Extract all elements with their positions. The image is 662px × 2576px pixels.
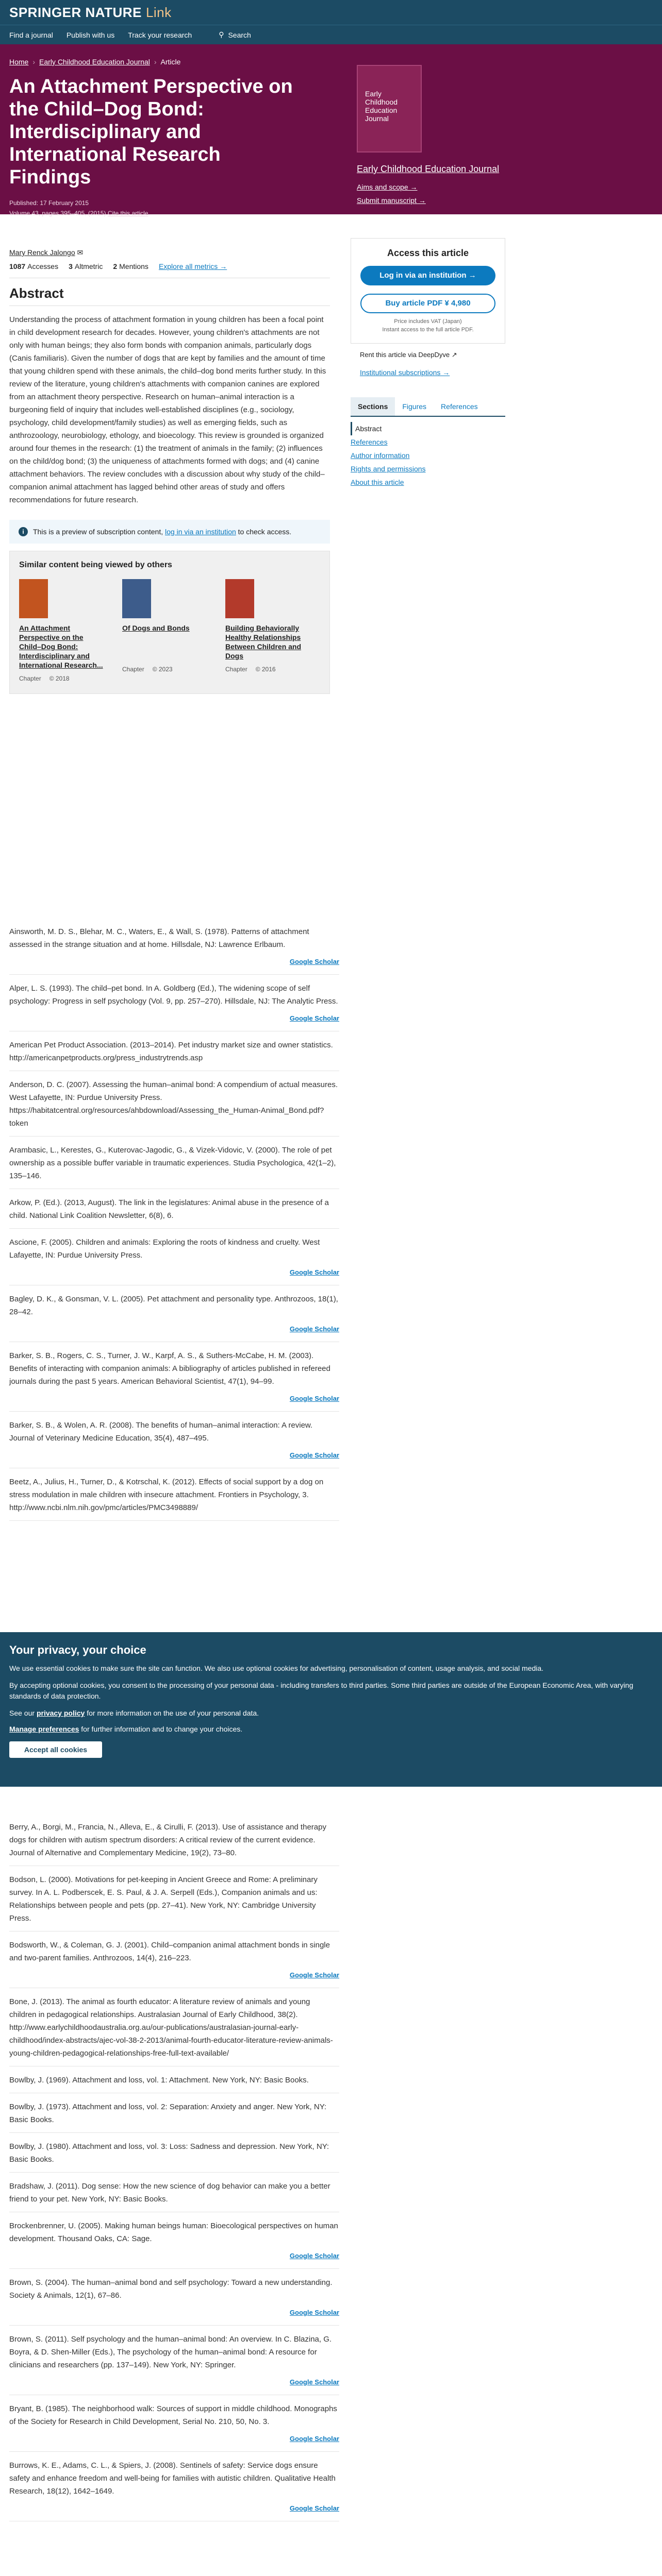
search-label: Search [228, 30, 251, 39]
reference-item [9, 1931, 339, 1988]
breadcrumb-journal[interactable]: Early Childhood Education Journal [39, 58, 150, 66]
reference-item [9, 1189, 339, 1229]
logo-suffix: Link [145, 4, 172, 20]
section-tabs [351, 397, 505, 417]
card-year: © 2016 [255, 666, 276, 673]
search-icon: ⚲ [219, 30, 224, 39]
volume-info: Volume 43, pages 395–405, (2015) [9, 210, 106, 217]
reference-text: Bryant, B. (1985). The neighborhood walk: Sources of support in middle childhood. Monographs of the Society for Research in Child Development, Serial No. 210, 50, No. 3. [9, 2404, 337, 2426]
reference-text: Barker, S. B., & Wolen, A. R. (2008). The benefits of human–animal interaction: A review. Journal of Veterinary Medicine Education, 35(4), 487–495. [9, 1421, 313, 1443]
reference-text: American Pet Product Association. (2013–2014). Pet industry market size and owner statistics. http://americanpetproducts.org/press_industrytrends.asp [9, 1041, 333, 1062]
references-list [9, 918, 339, 1521]
institutional-subscriptions-link[interactable]: Institutional subscriptions → [360, 368, 450, 377]
cookie-text-1: We use essential cookies to make sure the site can function. We also use optional cookies for advertising, personalisation of content, usage analysis, and social media. [9, 1664, 544, 1672]
book-cover-thumbnail [19, 579, 48, 618]
article-meta [9, 198, 653, 218]
reference-text: Bodson, L. (2000). Motivations for pet-keeping in Ancient Greece and Rome: A preliminary survey. In A. L. Podberscek, E. S. Paul, & J. A. Serpell (Eds.), Companion animals and us: Relationships between people and pets (pp. 27–41). New York, NY: Cambridge University Press. [9, 1875, 318, 1923]
abstract-heading: Abstract [9, 285, 330, 306]
institution-login-button[interactable]: Log in via an institution → [360, 266, 495, 285]
breadcrumb-article: Article [160, 58, 181, 66]
reference-text: Bone, J. (2013). The animal as fourth educator: A literature review of animals and young children in pedagogical relationships. Australasian Journal of Early Childhood, 38(2). http://www.earlychildhoodaustralia.org.au/our-publications/australasian-journal-early-childhood/index-abstracts/ajec-vol-38-2-2013/animal-fourth-educator-literature-review-animals-young-children-pedagogical-relationships-free-full-text-available/ [9, 1997, 333, 2058]
similar-card[interactable] [225, 579, 313, 682]
reference-item [9, 1988, 339, 2066]
reference-item [9, 2395, 339, 2452]
reference-item [9, 1342, 339, 1412]
rent-deepdyve[interactable]: Rent this article via DeepDyve ↗ [360, 351, 457, 359]
reference-item [9, 2452, 339, 2521]
book-cover-thumbnail [122, 579, 151, 618]
reference-text: Bowlby, J. (1969). Attachment and loss, vol. 1: Attachment. New York, NY: Basic Books. [9, 2076, 309, 2084]
access-box [351, 238, 505, 344]
reference-text: Berry, A., Borgi, M., Francia, N., Alleva, E., & Cirulli, F. (2013). Use of assistance and therapy dogs for children with autism spectrum disorders: A critical review of the current evidence. Journal of Alternative and Complementary Medicine, 19(2), 73–80. [9, 1823, 326, 1857]
reference-text: Bagley, D. K., & Gonsman, V. L. (2005). Pet attachment and personality type. Anthrozoos, 18(1), 28–42. [9, 1295, 338, 1316]
section-link-about[interactable]: About this article [351, 478, 404, 486]
reference-text: Burrows, K. E., Adams, C. L., & Spiers, J. (2008). Sentinels of safety: Service dogs ensure safety and enhance freedom and well-being for families with autistic children. Qualitative Health Research, 18(12), 1642–1649. [9, 2461, 336, 2496]
preview-suffix: to check access. [238, 528, 292, 536]
sidebar [351, 238, 505, 489]
accept-cookies-button[interactable]: Accept all cookies [9, 1741, 102, 1758]
cite-link[interactable]: Cite this article [107, 210, 148, 217]
similar-content [9, 551, 330, 694]
google-scholar-link[interactable]: Google Scholar [289, 1451, 339, 1459]
springer-logo[interactable] [9, 5, 172, 21]
reference-text: Alper, L. S. (1993). The child–pet bond. In A. Goldberg (Ed.), The widening scope of self psychology: Progress in self psychology (Vol. 9, pp. 257–270). Hillsdale, NJ: The Analytic Press. [9, 984, 338, 1006]
nav-track[interactable]: Track your research [128, 30, 192, 39]
nav-bar [0, 25, 662, 44]
section-links [351, 422, 505, 489]
reference-item [9, 1285, 339, 1342]
reference-text: Bowlby, J. (1980). Attachment and loss, vol. 3: Loss: Sadness and depression. New York, NY: Basic Books. [9, 2142, 329, 2164]
google-scholar-link[interactable]: Google Scholar [289, 2309, 339, 2316]
cookie-text-2: By accepting optional cookies, you consent to the processing of your personal data - including transfers to third parties. Some third parties are outside of the European Economic Area, with varying standards of data protection. [9, 1681, 634, 1700]
reference-text: Arambasic, L., Kerestes, G., Kuterovac-Jagodic, G., & Vizek-Vidovic, V. (2000). The role of pet ownership as a possible buffer variable in traumatic experiences. Studia Psychologica, 42(1–2), 135–146. [9, 1146, 336, 1180]
section-link-abstract[interactable]: Abstract [351, 422, 505, 435]
journal-cover[interactable] [357, 65, 422, 152]
similar-card[interactable] [122, 579, 210, 682]
article-title: An Attachment Perspective on the Child–Dog Bond: Interdisciplinary and International Research Findings [9, 76, 293, 188]
reference-item [9, 2173, 339, 2212]
main-content [0, 238, 330, 694]
published-date: Published: 17 February 2015 [9, 199, 89, 207]
reference-item [9, 1866, 339, 1931]
breadcrumb-home[interactable]: Home [9, 58, 29, 66]
reference-item [9, 1031, 339, 1071]
journal-link[interactable]: Early Childhood Education Journal [357, 164, 500, 174]
metrics-bar [9, 262, 330, 278]
card-type: Chapter [122, 666, 144, 673]
cookie-heading: Your privacy, your choice [9, 1643, 146, 1656]
manage-preferences-line: Manage preferences for further information and to change your choices. [9, 1725, 243, 1733]
cookie-text-3: See our privacy policy for more information on the use of your personal data. [9, 1709, 259, 1717]
explore-metrics-link[interactable]: Explore all metrics → [158, 262, 227, 270]
card-type: Chapter [19, 675, 41, 682]
book-cover-thumbnail [225, 579, 254, 618]
reference-text: Bodsworth, W., & Coleman, G. J. (2001). Child–companion animal attachment bonds in single and two-parent families. Anthrozoos, 14(4), 216–223. [9, 1941, 330, 1962]
google-scholar-link[interactable]: Google Scholar [289, 1268, 339, 1276]
mentions-metric: 2 Mentions [113, 262, 148, 270]
section-link-author-info[interactable]: Author information [351, 451, 410, 460]
reference-text: Anderson, D. C. (2007). Assessing the human–animal bond: A compendium of actual measures. West Lafayette, IN: Purdue University Press. https://habitatcentral.org/resources/ahbdownload/Assessing_the_Human-Animal_Bond.pdf?token [9, 1080, 338, 1128]
google-scholar-link[interactable]: Google Scholar [289, 1325, 339, 1333]
nav-find-journal[interactable]: Find a journal [9, 30, 53, 39]
reference-text: Brown, S. (2011). Self psychology and the human–animal bond: An overview. In C. Blazina, G. Boyra, & D. Shen-Miller (Eds.), The psychology of the human–animal bond: A resource for clinicians and researchers (pp. 137–149). New York, NY: Springer. [9, 2335, 332, 2369]
similar-card-title[interactable]: Building Behaviorally Healthy Relationships Between Children and Dogs [225, 624, 302, 660]
chevron-right-icon: › [154, 58, 157, 66]
search-button[interactable] [219, 30, 251, 39]
google-scholar-link[interactable]: Google Scholar [289, 1971, 339, 1979]
reference-item [9, 1071, 339, 1137]
reference-item [9, 1412, 339, 1468]
nav-publish[interactable]: Publish with us [66, 30, 115, 39]
section-link-rights[interactable]: Rights and permissions [351, 465, 426, 473]
preview-text: This is a preview of subscription content, [33, 528, 163, 536]
card-year: © 2018 [49, 675, 70, 682]
reference-item [9, 2326, 339, 2395]
institution-login-link[interactable]: log in via an institution [165, 528, 236, 536]
preview-note [9, 520, 330, 544]
reference-item [9, 2269, 339, 2326]
logo-text: SPRINGER NATURE [9, 4, 142, 20]
accesses-metric: 1087 Accesses [9, 262, 59, 270]
google-scholar-link[interactable]: Google Scholar [289, 2252, 339, 2260]
author-link[interactable]: Mary Renck Jalongo [9, 248, 75, 257]
chevron-right-icon: › [32, 58, 36, 66]
info-icon: i [19, 527, 28, 536]
reference-item [9, 2093, 339, 2133]
similar-card-title[interactable]: Of Dogs and Bonds [122, 624, 190, 632]
reference-text: Arkow, P. (Ed.). (2013, August). The link in the legislatures: Animal abuse in the presence of a child. National Link Coalition Newsletter, 6(8), 6. [9, 1198, 329, 1220]
access-heading: Access this article [387, 248, 469, 258]
altmetric-metric: 3 Altmetric [69, 262, 103, 270]
privacy-policy-link[interactable]: privacy policy [36, 1709, 85, 1717]
similar-card[interactable] [19, 579, 107, 682]
reference-text: Bradshaw, J. (2011). Dog sense: How the new science of dog behavior can make you a better friend to your pet. New York, NY: Basic Books. [9, 2182, 330, 2204]
google-scholar-link[interactable]: Google Scholar [289, 1395, 339, 1402]
google-scholar-link[interactable]: Google Scholar [289, 958, 339, 965]
cookie-banner [0, 1632, 662, 1787]
reference-item [9, 975, 339, 1031]
aims-scope-link[interactable]: Aims and scope → [357, 183, 418, 191]
author-line [9, 248, 330, 257]
reference-item [9, 1468, 339, 1521]
tab-sections[interactable]: Sections [351, 397, 395, 416]
price-note: Price includes VAT (Japan) Instant access to the full article PDF. [382, 318, 474, 333]
similar-heading: Similar content being viewed by others [19, 561, 172, 569]
reference-item [9, 2212, 339, 2269]
reference-text: Ainsworth, M. D. S., Blehar, M. C., Waters, E., & Wall, S. (1978). Patterns of attachment assessed in the strange situation and at home. Hillsdale, NJ: Lawrence Erlbaum. [9, 927, 309, 949]
top-bar [0, 0, 662, 25]
references-list-continued [9, 1814, 339, 2521]
abstract-text: Understanding the process of attachment formation in young children has been a focal point in child development research for decades. However, young children's attachments are not only with human beings; they also form bonds with companion animals, particularly dogs (Canis familiaris). Given the number of dogs that are kept by families and the amount of time that young children spend with these animals, the child–dog bond merits further study. In this review of the literature, young children's attachments with companion canines are explored from an attachment theory perspective. Research on human–animal interaction is a burgeoning field of inquiry that includes well-established disciplines (e.g., sociology, psychology, child development/family studies) as well as emerging fields, such as anthrozoology, neurobiology, ethology, and bioecology. This review is grounded is organized around four themes in the research: (1) the treatment of animals in the family; (2) influences on the child/dog bond; (3) the uniqueness of attachments formed with dogs; and (4) canine attachment behaviors. The review concludes with a discussion about why study of the child–companion animal attachment has lagged behind other areas of study and offers recommendations for future research. [9, 315, 326, 504]
reference-item [9, 1137, 339, 1189]
google-scholar-link[interactable]: Google Scholar [289, 2378, 339, 2386]
buy-pdf-button[interactable]: Buy article PDF ¥ 4,980 [360, 294, 495, 313]
reference-text: Bowlby, J. (1973). Attachment and loss, vol. 2: Separation: Anxiety and anger. New York, NY: Basic Books. [9, 2103, 327, 2124]
reference-text: Barker, S. B., Rogers, C. S., Turner, J. W., Karpf, A. S., & Suthers-McCabe, H. M. (2003). Benefits of interacting with companion animals: A bibliography of articles published in refereed journals during the past 5 years. American Behavioral Scientist, 47(1), 94–99. [9, 1351, 330, 1386]
card-year: © 2023 [152, 666, 173, 673]
reference-text: Beetz, A., Julius, H., Turner, D., & Kotrschal, K. (2012). Effects of social support by a dog on stress modulation in male children with insecure attachment. Frontiers in Psychology, 3. http://www.ncbi.nlm.nih.gov/pmc/articles/PMC3498889/ [9, 1478, 324, 1512]
google-scholar-link[interactable]: Google Scholar [289, 2504, 339, 2512]
card-type: Chapter [225, 666, 247, 673]
section-link-references[interactable]: References [351, 438, 388, 446]
reference-item [9, 1229, 339, 1285]
google-scholar-link[interactable]: Google Scholar [289, 1014, 339, 1022]
manage-preferences-link[interactable]: Manage preferences [9, 1725, 79, 1733]
reference-item [9, 2133, 339, 2173]
article-hero [0, 44, 662, 217]
reference-text: Brockenbrenner, U. (2005). Making human beings human: Bioecological perspectives on human development. Thousand Oaks, CA: Sage. [9, 2222, 338, 2243]
reference-item [9, 2066, 339, 2093]
similar-card-title[interactable]: An Attachment Perspective on the Child–Dog Bond: Interdisciplinary and International Research... [19, 624, 103, 669]
breadcrumb [9, 58, 653, 66]
reference-text: Ascione, F. (2005). Children and animals: Exploring the roots of kindness and cruelty. West Lafayette, IN: Purdue University Press. [9, 1238, 320, 1260]
reference-item [9, 918, 339, 975]
email-icon[interactable]: ✉ [77, 248, 84, 257]
submit-manuscript-link[interactable]: Submit manuscript → [357, 196, 426, 205]
tab-references[interactable]: References [441, 402, 478, 411]
tab-figures[interactable]: Figures [402, 402, 427, 411]
journal-cover-title: Early Childhood Education Journal [365, 90, 398, 123]
google-scholar-link[interactable]: Google Scholar [289, 2435, 339, 2443]
reference-item [9, 1814, 339, 1866]
reference-text: Brown, S. (2004). The human–animal bond and self psychology: Toward a new understanding. Society & Animals, 12(1), 67–86. [9, 2278, 333, 2300]
